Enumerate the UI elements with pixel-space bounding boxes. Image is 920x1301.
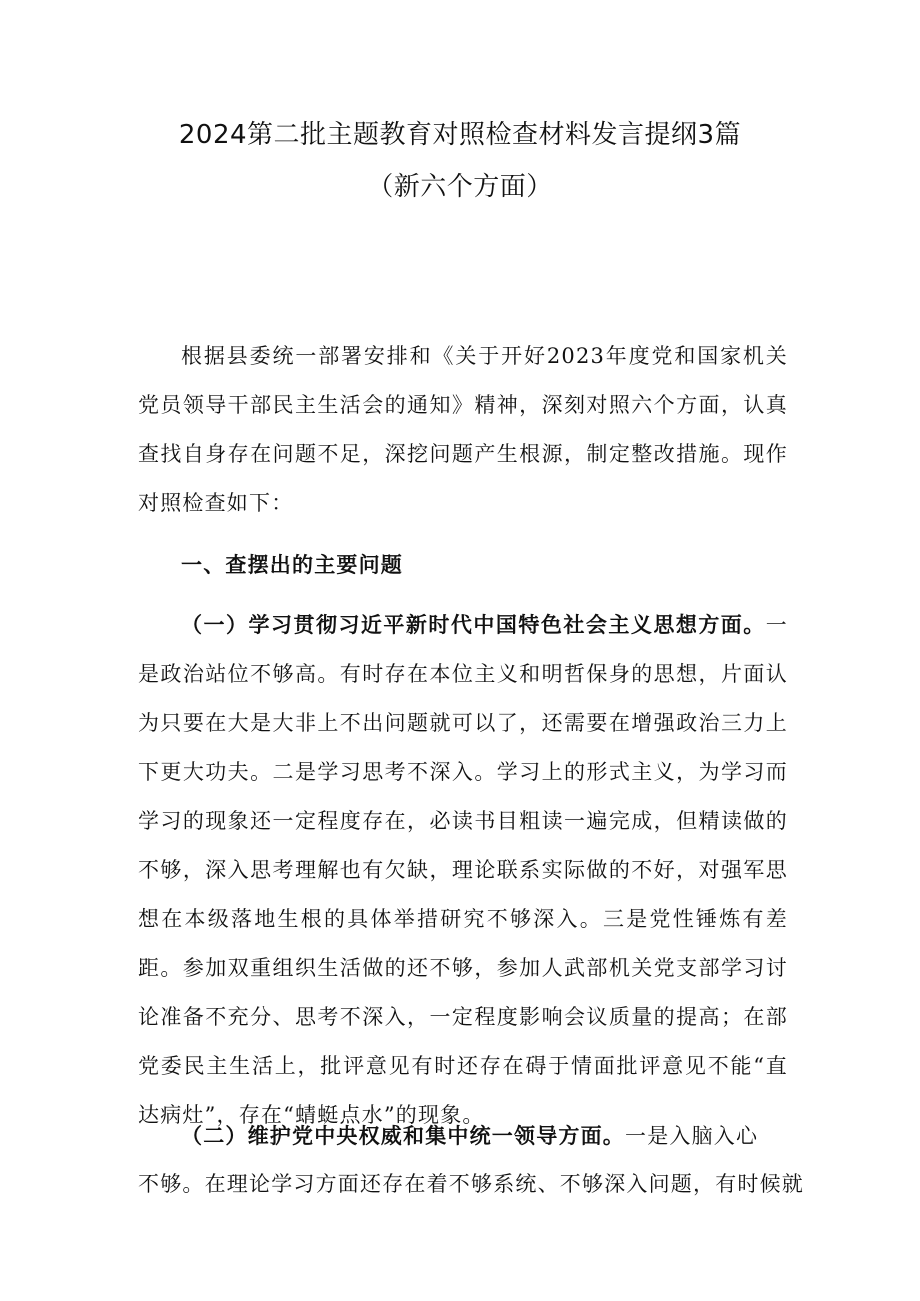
item2-title: （二）维护党中央权威和集中统一领导方面。 <box>181 1123 625 1148</box>
intro-paragraph: 根据县委统一部署安排和《关于开好2023年度党和国家机关党员领导干部民主生活会的通知》精神，深刻对照六个方面，认真查找自身存在问题不足，深挖问题产生根源，制定整改措施。现作对照检查如下： <box>138 344 788 515</box>
item1-body: 一是政治站位不够高。有时存在本位主义和明哲保身的思想，片面认为只要在大是大非上不出问题就可以了，还需要在增强政治三力上下更大功夫。二是学习思考不深入。学习上的形式主义，为学习而学习的现象还一定程度存在，必读书目粗读一遍完成，但精读做的不够，深入思考理解也有欠缺，理论联系实际做的不好，对强军思想在本级落地生根的具体举措研究不够深入。三是党性锤炼有差距。参加双重组织生活做的还不够，参加人武部机关党支部学习讨论准备不充分、思考不深入，一定程度影响会议质量的提高；在部党委民主生活上，批评意见有时还存在碍于情面批评意见不能“直达病灶”，存在“蜻蜓点水”的现象。 <box>138 613 788 1127</box>
section-heading-main-problems: 一、查摆出的主要问题 <box>181 552 403 577</box>
item2-body-line1: 一是入脑入心 <box>625 1124 759 1148</box>
item2-second-line: 不够。在理论学习方面还存在着不够系统、不够深入问题，有时候就 <box>138 1172 804 1196</box>
item2-first-line <box>181 1111 758 1161</box>
item1-title: （一）学习贯彻习近平新时代中国特色社会主义思想方面。 <box>181 612 766 637</box>
document-title-line2: （新六个方面） <box>367 172 553 202</box>
item1-paragraph <box>138 600 788 1140</box>
document-title-line1: 2024第二批主题教育对照检查材料发言提纲3篇 <box>178 120 742 150</box>
